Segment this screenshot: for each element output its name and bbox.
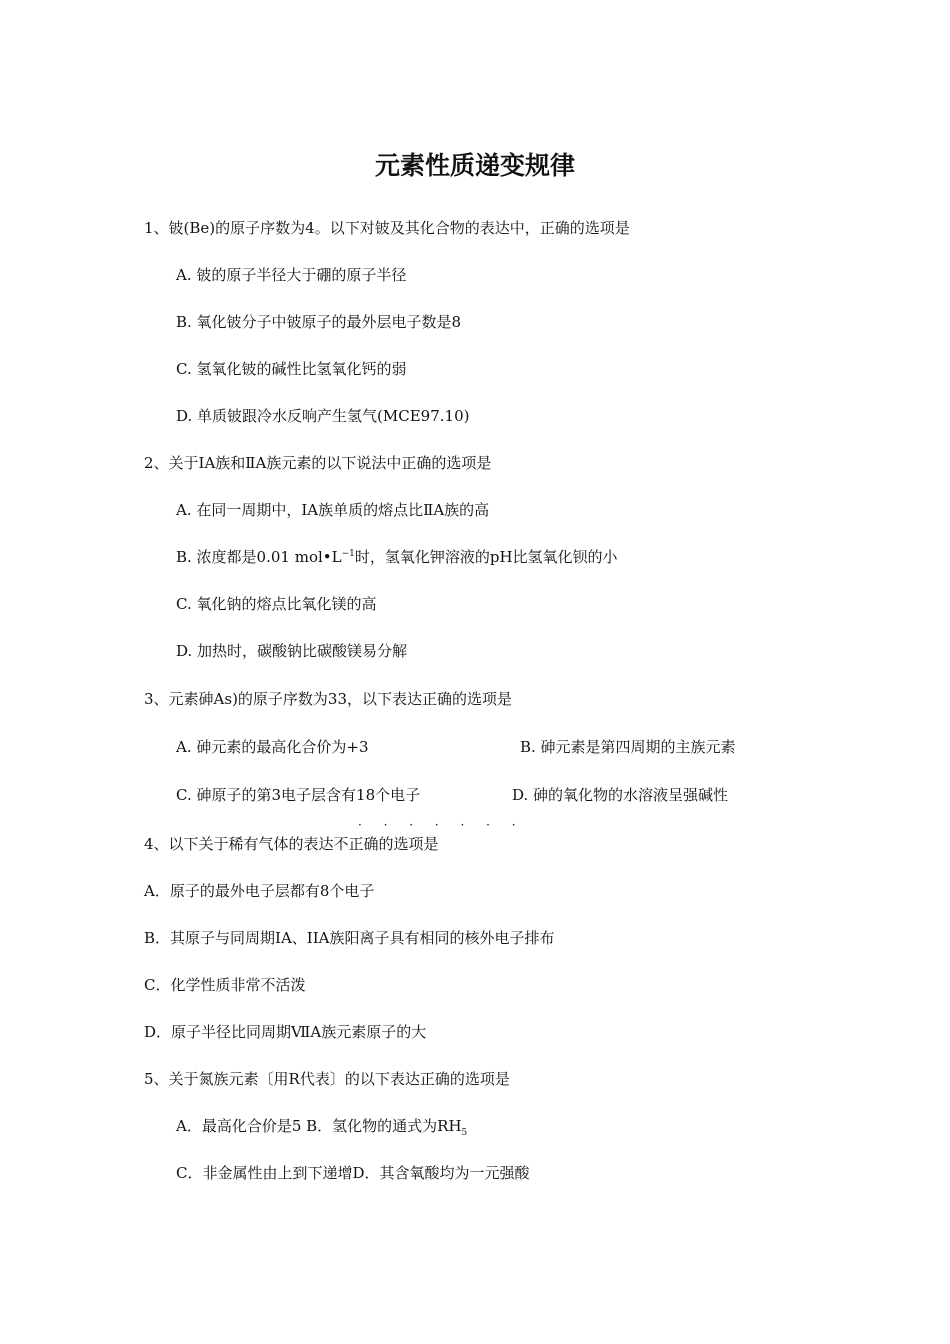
- question-2-option-b-text: B. 浓度都是0.01 mol•L: [176, 548, 342, 566]
- question-5-stem: 5、关于氮族元素〔用R代表〕的以下表达正确的选项是: [144, 1070, 510, 1088]
- question-4-option-c: C．化学性质非常不活泼: [144, 976, 306, 994]
- question-1-option-d: D. 单质铍跟冷水反响产生氢气(MCE97.10): [176, 407, 470, 425]
- question-1-option-a: A. 铍的原子半径大于硼的原子半径: [176, 266, 407, 284]
- question-4-option-d: D．原子半径比同周期ⅦA族元素原子的大: [144, 1023, 427, 1041]
- question-2-stem: 2、关于ⅠA族和ⅡA族元素的以下说法中正确的选项是: [144, 454, 492, 472]
- question-3-option-d: D. 砷的氧化物的水溶液呈强碱性: [512, 786, 729, 804]
- question-3-stem: 3、元素砷As)的原子序数为33，以下表达正确的选项是: [144, 690, 513, 708]
- question-3-option-a: A. 砷元素的最高化合价为+3: [176, 738, 369, 756]
- superscript-minus-one: −1: [341, 549, 355, 559]
- question-5-options-cd: C．非金属性由上到下递增D．其含氧酸均为一元强酸: [176, 1164, 530, 1182]
- question-2-option-b-text-end: 时，氢氧化钾溶液的pH比氢氧化钡的小: [354, 548, 618, 566]
- question-2-option-c: C. 氧化钠的熔点比氧化镁的高: [176, 595, 377, 613]
- question-1-option-c: C. 氢氧化铍的碱性比氢氧化钙的弱: [176, 360, 407, 378]
- question-2-option-a: A. 在同一周期中，ⅠA族单质的熔点比ⅡA族的高: [176, 501, 490, 519]
- question-4-option-a: A．原子的最外电子层都有8个电子: [144, 882, 375, 900]
- question-5-options-ab-text: A．最高化合价是5 B．氢化物的通式为RH: [176, 1117, 462, 1135]
- question-2-option-d: D. 加热时，碳酸钠比碳酸镁易分解: [176, 642, 408, 660]
- question-3-option-b: B. 砷元素是第四周期的主族元素: [520, 738, 736, 756]
- question-2-option-b: [176, 547, 618, 567]
- question-4-stem: 4、以下关于稀有气体的表达不正确的选项是: [144, 835, 439, 853]
- emphasis-dots: · · · · · · ·: [358, 818, 525, 832]
- question-5-options-ab: [176, 1116, 467, 1136]
- question-3-option-c: C. 砷原子的第3电子层含有18个电子: [176, 786, 421, 804]
- page-title: 元素性质递变规律: [374, 151, 575, 180]
- question-1-option-b: B. 氧化铍分子中铍原子的最外层电子数是8: [176, 313, 462, 331]
- subscript-five: 5: [461, 1128, 468, 1138]
- question-1-stem: 1、铍(Be)的原子序数为4。以下对铍及其化合物的表达中，正确的选项是: [144, 219, 630, 237]
- question-4-option-b: B．其原子与同周期IA、IIA族阳离子具有相同的核外电子排布: [144, 929, 555, 947]
